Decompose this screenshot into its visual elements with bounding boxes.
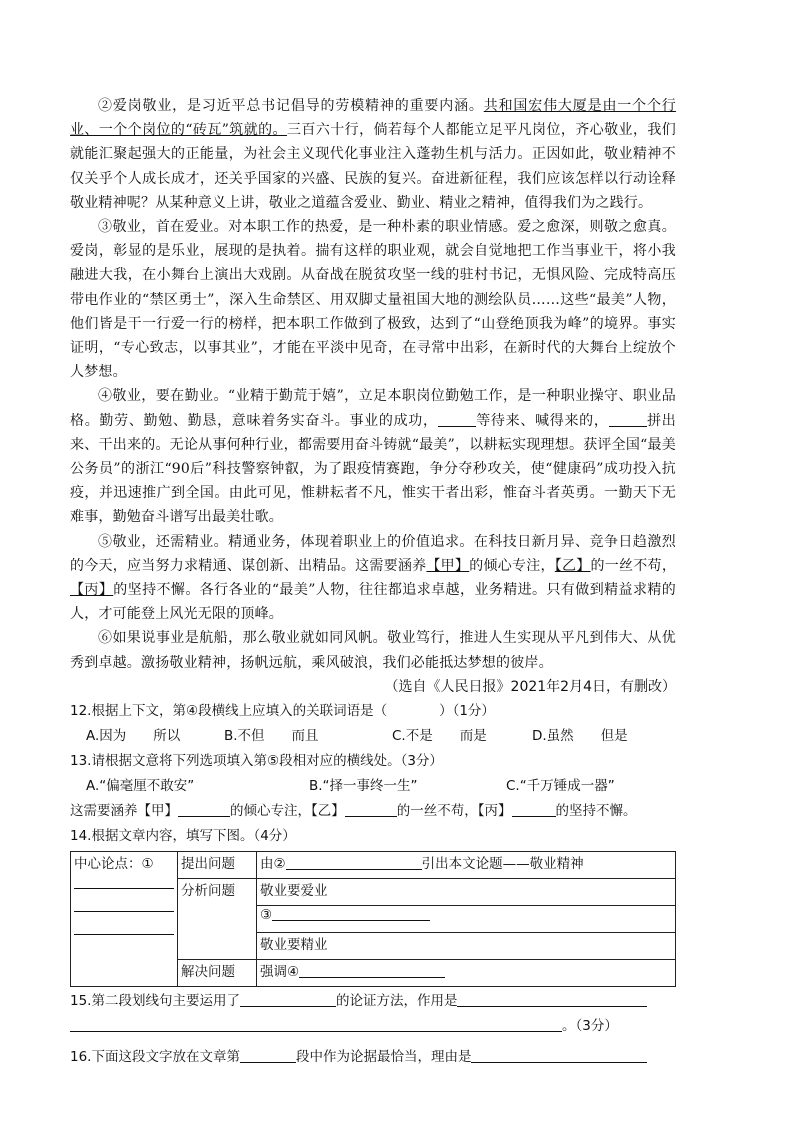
question-13: 13.请根据文意将下列选项填入第⑤段相对应的横线处。（3分） <box>70 752 443 769</box>
question-12 <box>70 699 676 724</box>
analyze-point-2-label: ③ <box>260 906 273 923</box>
paragraph-5 <box>70 530 676 627</box>
paragraph-3: ③敬业，首在爱业。对本职工作的热爱，是一种朴素的职业情感。爱之愈深，则敬之愈真。爱岗，彰显的是乐业，展现的是执着。揣有这样的职业观，就会自觉地把工作当事业干，将小我融进大我，在小舞台上演出大戏剧。从奋战在脱贫攻坚一线的驻村书记，无惧风险、完成特高压带电作业的“禁区勇士”，深入生命禁区、用双脚丈量祖国大地的测绘队员……这些“最美”人物，他们皆是干一行爱一行的榜样，把本职工作做到了极致，达到了“山登绝顶我为峰”的境界。事实证明，“专心致志，以事其业”，才能在平淡中见奇，在寻常中出彩，在新时代的大舞台上绽放个人梦想。 <box>70 219 676 381</box>
underlined-sentence: 共和国宏伟大厦是由一个个行业、一个个岗位的“砖瓦”筑就的。 <box>70 98 676 139</box>
option-b[interactable]: B.不但 而且 <box>224 727 319 744</box>
raise-label: 提出问题 <box>178 851 257 878</box>
raise-cell <box>257 851 676 878</box>
option-13-a[interactable]: A.“偏毫厘不敢安” <box>86 777 195 794</box>
blank-yi: 【乙】 <box>554 557 591 574</box>
argument-outline-table <box>70 851 676 987</box>
question-15-stem-a: 15.第二段划线句主要运用了 <box>70 992 240 1009</box>
paragraph-5-text-b: 的倾心专注， <box>469 557 555 574</box>
analyze-point-1: 敬业要爱业 <box>257 878 676 905</box>
answer-15-method[interactable] <box>240 992 336 1007</box>
answer-3[interactable] <box>272 906 430 921</box>
answer-16-reason[interactable] <box>471 1048 647 1063</box>
fill-text-c: 的一丝不苟，【丙】 <box>396 802 512 819</box>
thesis-label: 中心论点：① <box>74 855 154 872</box>
answer-15-effect-line-2[interactable] <box>70 1017 562 1032</box>
paragraph-5-text: ⑤敬业，还需精业。精通业务，体现着职业上的价值追求。在科技日新月异、竞争日趋激烈的今天，应当努力求精通、谋创新、出精品。这需要涵养 <box>70 533 676 574</box>
answer-yi[interactable] <box>345 802 397 817</box>
answer-15-effect[interactable] <box>457 992 647 1007</box>
option-a[interactable]: A.因为 所以 <box>86 727 181 744</box>
question-15-stem-b: 的论证方法，作用是 <box>335 992 458 1009</box>
thesis-answer-line-3[interactable] <box>74 912 174 935</box>
fill-text-a: 这需要涵养【甲】 <box>70 802 178 819</box>
fill-text-b: 的倾心专注，【乙】 <box>230 802 345 819</box>
paragraph-4 <box>70 384 676 529</box>
blank-jia: 【甲】 <box>426 557 470 574</box>
raise-suffix: 引出本文论题——敬业精神 <box>421 855 584 872</box>
article-source: （选自《人民日报》2021年2月4日，有删改） <box>384 678 676 695</box>
question-15-score: 。（3分） <box>562 1017 618 1034</box>
question-15 <box>70 989 676 1014</box>
thesis-answer-line-1[interactable] <box>74 872 174 889</box>
solve-label: 解决问题 <box>178 959 257 986</box>
paragraph-5-text-c: 的一丝不苟， <box>590 557 677 574</box>
answer-2[interactable] <box>286 855 422 870</box>
answer-16-paragraph[interactable] <box>240 1048 296 1063</box>
option-13-c[interactable]: C.“千万锤成一器” <box>506 777 615 794</box>
fill-blank-2[interactable] <box>609 412 647 427</box>
thesis-cell <box>71 851 178 986</box>
answer-jia[interactable] <box>178 802 230 817</box>
option-13-b[interactable]: B.“择一事终一生” <box>309 777 418 794</box>
analyze-point-2 <box>257 905 676 932</box>
paragraph-6: ⑥如果说事业是航船，那么敬业就如同风帆。敬业笃行，推进人生实现从平凡到伟大、从优秀到卓越。激扬敬业精神，扬帆远航，乘风破浪，我们必能抵达梦想的彼岸。 <box>70 630 676 671</box>
paragraph-2-text-rest: 三百六十行，倘若每个人都能立足平凡岗位，齐心敬业，我们就能汇聚起强大的正能量，为社会主义现代化事业注入蓬勃生机与活力。正因如此，敬业精神不仅关乎个人成长成才，还关乎国家的兴盛、民族的复兴。奋进新征程，我们应该怎样以行动诠释敬业精神呢？从某种意义上讲，敬业之道蕴含爱业、勤业、精业之精神，值得我们为之践行。 <box>70 122 677 211</box>
solve-prefix: 强调④ <box>260 963 300 980</box>
analyze-point-3: 敬业要精业 <box>257 932 676 959</box>
question-12-score: ）（1分） <box>439 702 495 719</box>
option-d[interactable]: D.虽然 但是 <box>532 727 628 744</box>
analyze-label: 分析问题 <box>178 878 257 959</box>
question-16-stem-a: 16.下面这段文字放在文章第 <box>70 1048 240 1065</box>
paragraph-4-text: ④敬业，要在勤业。“业精于勤荒于嬉”，立足本职岗位勤勉工作，是一种职业操守、职业品格。勤劳、勤勉、勤恳，意味着务实奋斗。事业的成功， <box>70 388 676 429</box>
question-16-stem-b: 段中作为论据最恰当，理由是 <box>295 1048 472 1065</box>
thesis-answer-line-2[interactable] <box>74 889 174 912</box>
raise-prefix: 由② <box>260 855 286 872</box>
paragraph-5-text-d: 的坚持不懈。各行各业的“最美”人物，往往都追求卓越，业务精进。只有做到精益求精的人，才可能登上风光无限的顶峰。 <box>70 582 676 623</box>
answer-bing[interactable] <box>512 802 556 817</box>
fill-blank-1[interactable] <box>438 412 476 427</box>
option-c[interactable]: C.不是 而是 <box>392 727 487 744</box>
paragraph-4-text-rest: 拼出来、干出来的。无论从事何种行业，都需要用奋斗铸就“最美”，以耕耘实现理想。获评全国“最美公务员”的浙江“90后”科技警察钟叡，为了跟疫情赛跑，争分夺秒攻关，使“健康码”成功投入抗疫，并迅速推广到全国。由此可见，惟耕耘者不凡，惟实干者出彩，惟奋斗者英勇。一勤天下无难事，勤勉奋斗谱写出最美壮歌。 <box>70 412 677 526</box>
blank-bing: 【丙】 <box>70 582 114 599</box>
paragraph-2-text: ②爱岗敬业，是习近平总书记倡导的劳模精神的重要内涵。 <box>98 98 484 114</box>
answer-4[interactable] <box>299 963 445 978</box>
solve-cell <box>257 959 676 986</box>
question-12-stem: 12.根据上下文，第④段横线上应填入的关联词语是（ <box>70 702 388 719</box>
question-13-fill-line <box>70 799 676 824</box>
question-16 <box>70 1045 676 1070</box>
exam-page <box>70 94 676 1070</box>
question-15-continued <box>70 1014 676 1039</box>
question-13-options <box>70 774 676 799</box>
question-12-options <box>70 724 676 749</box>
paragraph-4-text-mid: 等待来、喊得来的， <box>475 412 609 429</box>
question-14: 14.根据文章内容，填写下图。（4分） <box>70 827 296 844</box>
paragraph-2 <box>70 94 676 215</box>
fill-text-d: 的坚持不懈。 <box>555 802 637 819</box>
